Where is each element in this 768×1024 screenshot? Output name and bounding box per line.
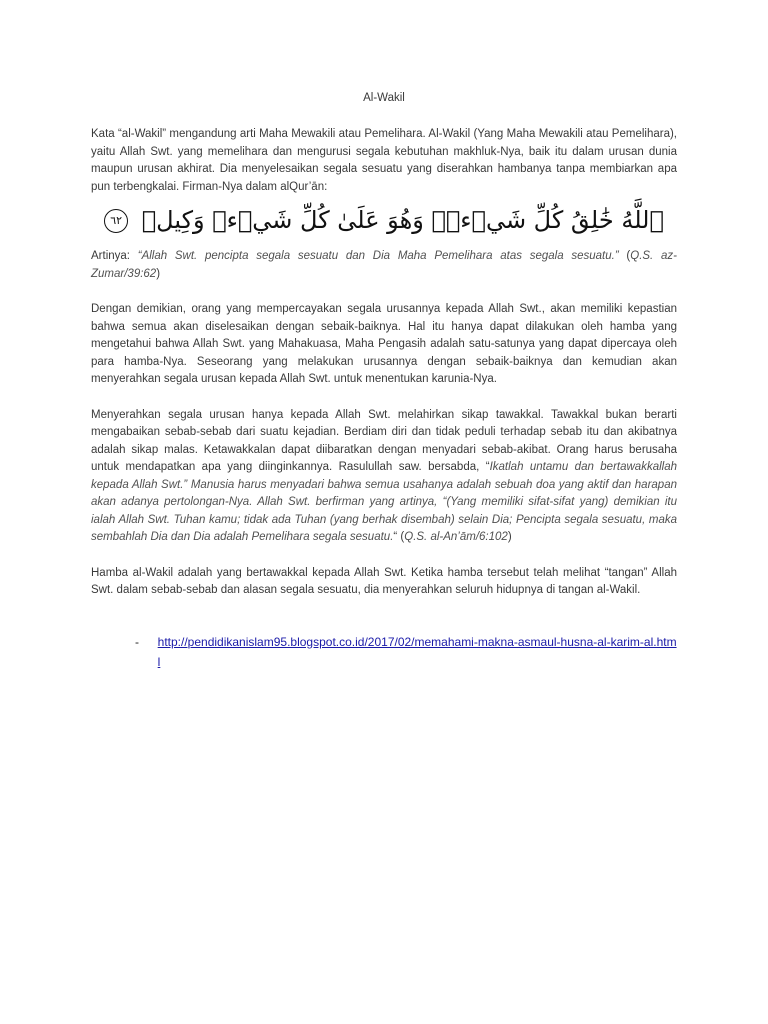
source-link[interactable]: http://pendidikanislam95.blogspot.co.id/2017/02/memahami-makna-asmaul-husna-al-karim-al.html [157,634,677,669]
tawakkal-paragraph [91,407,677,547]
translation-quote: “Allah Swt. pencipta segala sesuatu dan Dia Maha Pemelihara atas segala sesuatu.” [137,250,619,262]
hadith-quote: Ikatlah untamu dan bertawakkallah kepada Allah Swt. [91,461,677,491]
translation-ref-close: ) [156,267,161,280]
verse-close: “ ( [393,531,405,543]
list-bullet: - [135,634,139,649]
tawakkal-text-2: Manusia harus menyadari bahwa semua usahanya adalah sebuah doa yang aktif dan harapan akan adanya pertolongan-Nya. Allah Swt. berfirman yang artinya, “( [91,478,677,508]
trust-paragraph: Dengan demikian, orang yang mempercayakan segala urusannya kepada Allah Swt., akan memiliki kepastian bahwa semua akan diselesaikan dengan sebaik-baiknya. Hal itu hanya dapat dilakukan oleh hamba yang mengetahui bahwa Allah Swt. yang Mahakuasa, Maha Pengasih adalah satu-satunya yang dapat dipercaya oleh para hamba-Nya. Seseorang yang melakukan urusannya dengan sebaik-baiknya dan kemudian akan menyerahkan segala urusan kepada Allah Swt. untuk menentukan karunia-Nya. [91,303,677,385]
arabic-verse-text: ٱللَّهُ خَٰلِقُ كُلِّ شَيۡءٖۖ وَهُوَ عَلَىٰ كُلِّ شَيۡءٖ وَكِيلٞ [141,206,664,234]
translation-label: Artinya: [91,250,138,262]
tawakkal-text-3: ) demikian itu ialah Allah Swt. Tuhan kamu; tidak ada Tuhan (yang berhak disembah) selain Dia; Pencipta segala sesuatu, maka sembahlah Dia dan Dia adalah Pemelihara segala sesuatu. [91,496,678,543]
page-title: Al-Wakil [363,92,405,104]
ayah-number-mark: ٦٢ [104,209,128,233]
quran-verse [91,200,677,240]
translation-ref-open: ( [618,250,631,262]
intro-paragraph: Kata “al-Wakil” mengandung arti Maha Mewakili atau Pemelihara. Al-Wakil (Yang Maha Mewakili atau Pemelihara), yaitu Allah Swt. yang memelihara dan mengurusi segala kebutuhan makhluk-Nya, baik itu dalam urusan dunia maupun urusan akhirat. Dia menyelesaikan segala sesuatu yang diserahkan hambanya tanpa membiarkan apa pun terbengkalai. Firman-Nya dalam alQur’ān: [91,128,677,193]
document-body [91,92,677,672]
translation-paragraph [91,248,677,283]
verse-ref-close: ) [507,531,512,543]
tawakkal-text-1: Menyerahkan segala urusan hanya kepada Allah Swt. melahirkan sikap tawakkal. Tawakkal bukan berarti mengabaikan sebab-sebab dari suatu kejadian. Berdiam diri dan tidak peduli terhadap sebab itu dan akibatnya adalah sikap malas. Ketawakkalan dapat diibaratkan dengan menyadari sebab-akibat. Orang harus berusaha untuk mendapatkan apa yang diinginkannya. Rasulullah saw. bersabda, “ [91,408,677,473]
servant-paragraph: Hamba al-Wakil adalah yang bertawakkal kepada Allah Swt. Ketika hamba tersebut telah melihat “tangan” Allah Swt. dalam sebab-sebab dan alasan segala sesuatu, dia menyerahkan seluruh hidupnya di tangan al-Wakil. [91,566,677,596]
verse-part-1: Yang memiliki sifat-sifat yang [450,496,605,508]
translation-ref: Q.S. az-Zumar/39:62 [91,250,677,280]
hadith-close: ” [183,478,191,491]
reference-list-item [135,632,677,672]
verse-ref: Q.S. al-An’ām/6:102 [404,531,508,543]
